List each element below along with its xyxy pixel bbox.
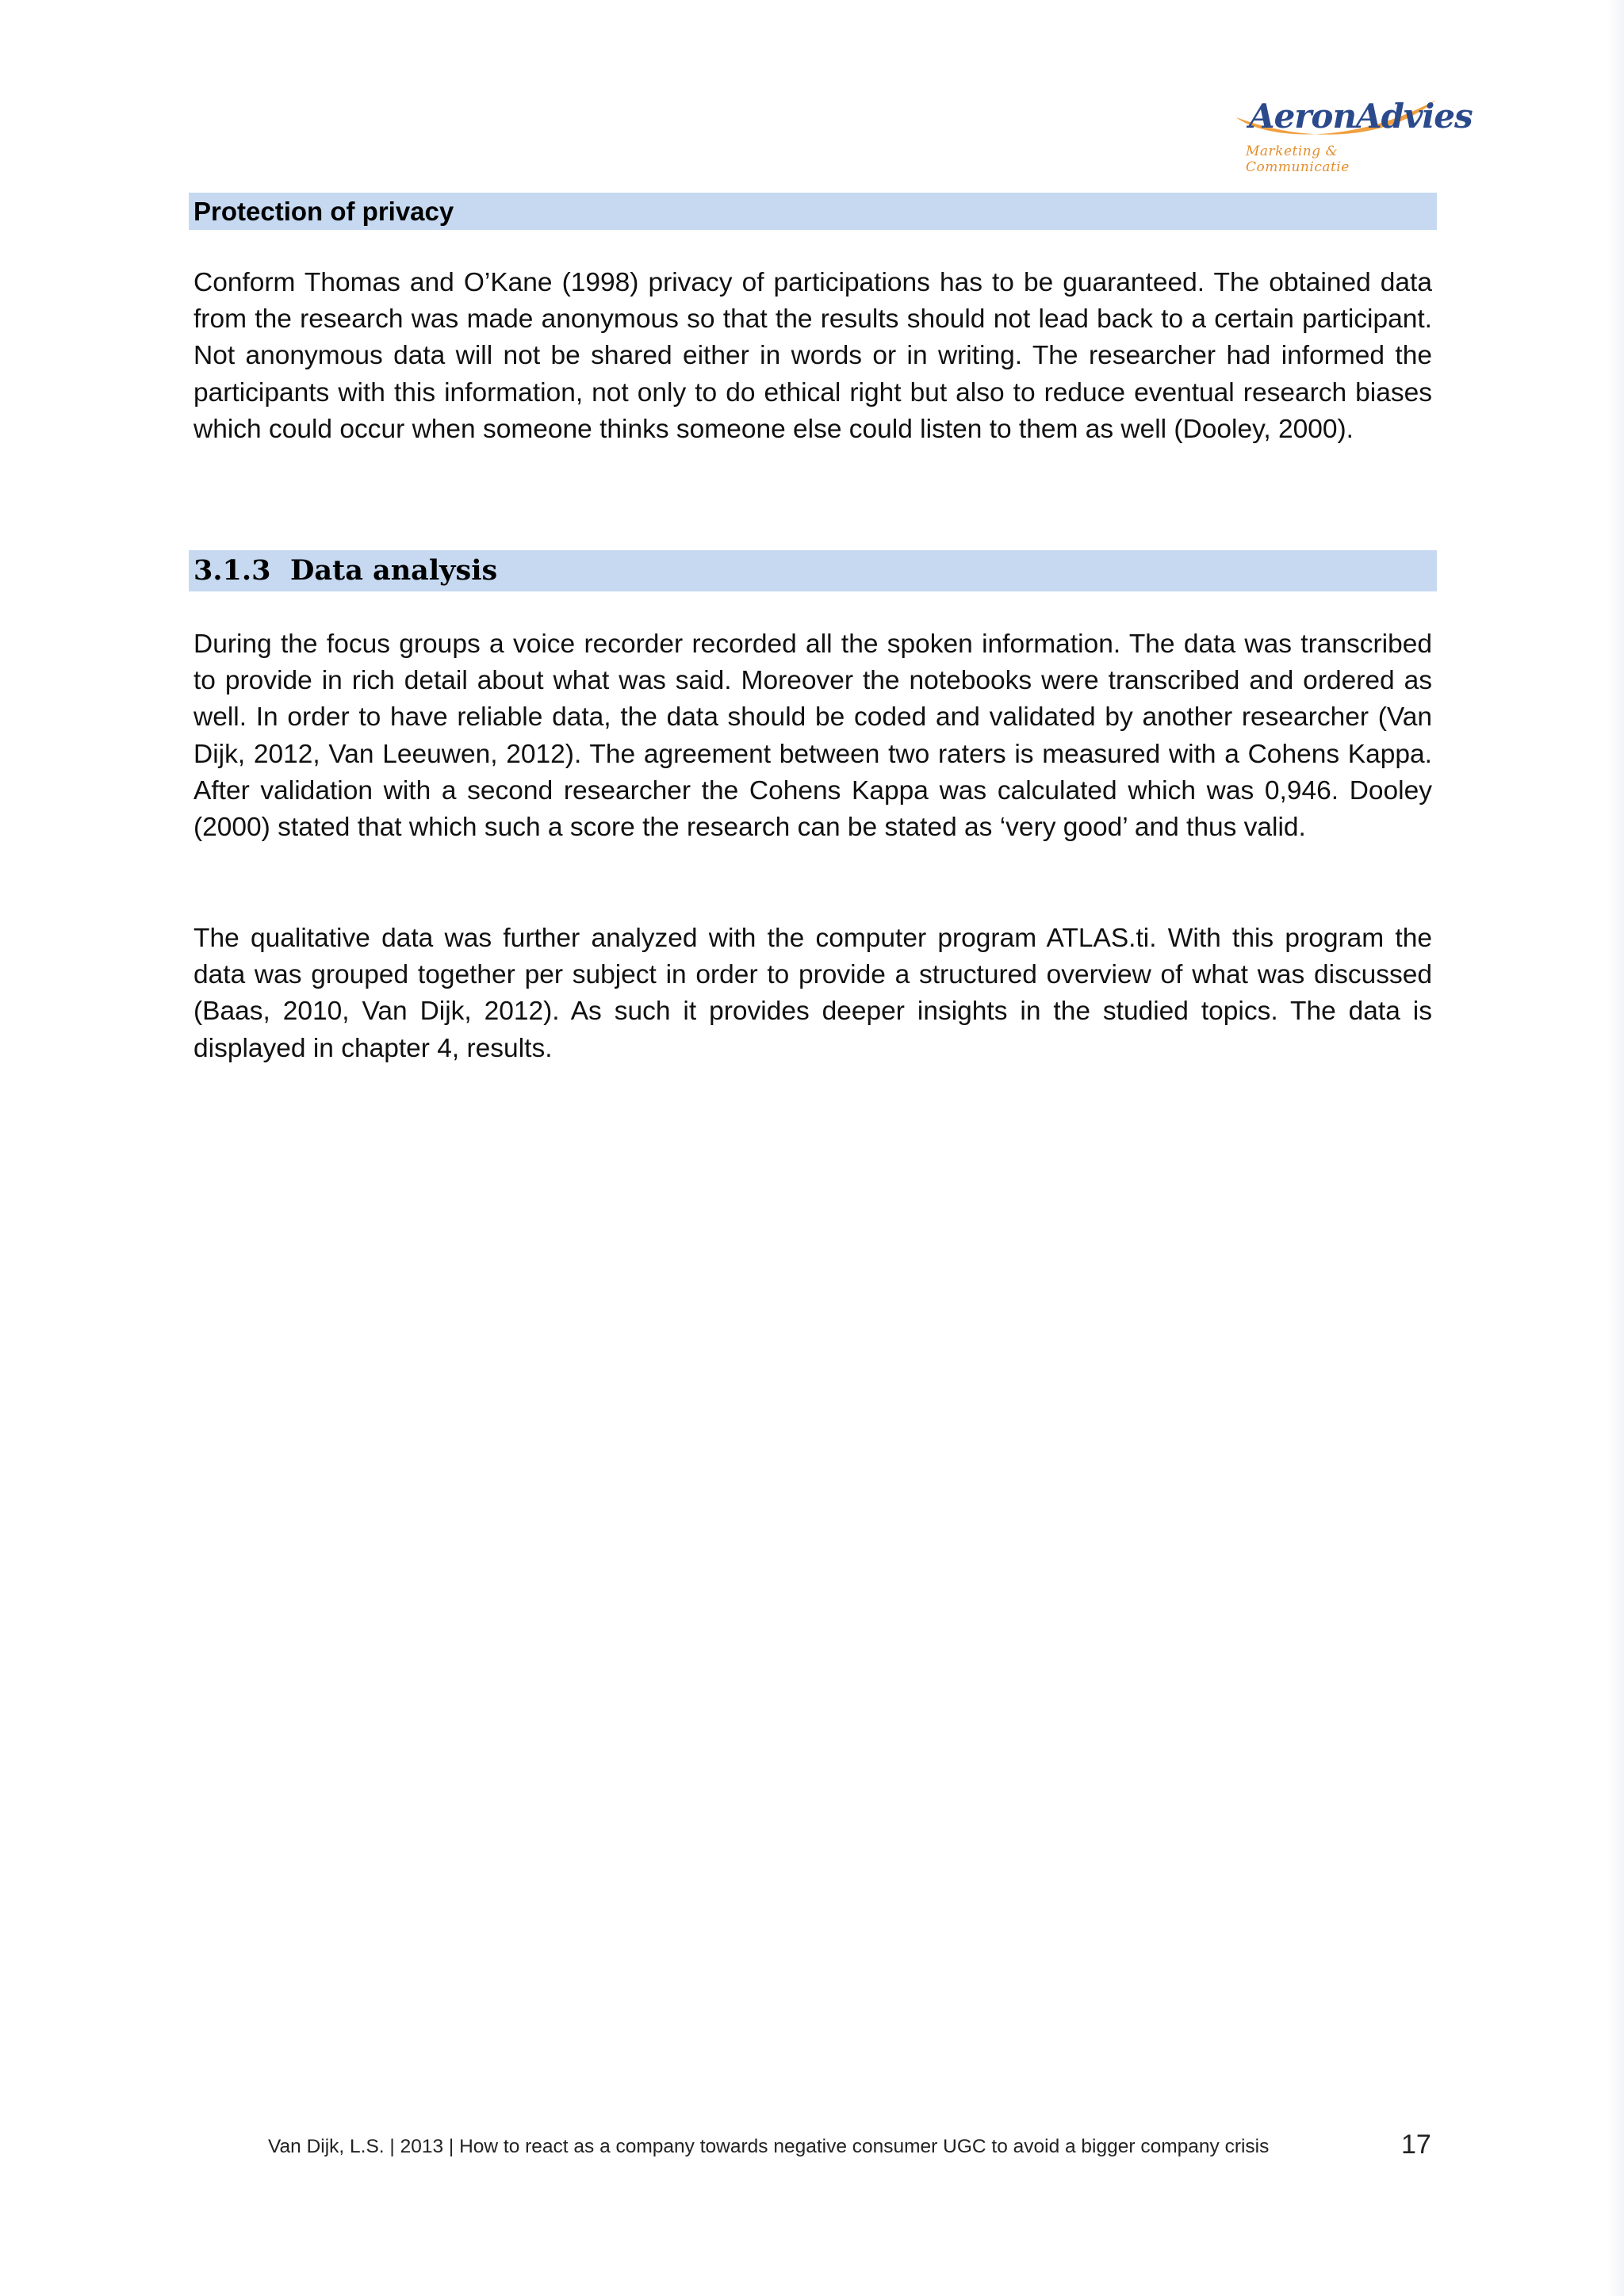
paragraph-data-analysis-2: The qualitative data was further analyzed with the computer program ATLAS.ti. With this program the data was grouped together per subject in order to provide a structured overview of what was discussed (Baas, 2010, Van Dijk, 2012). As such it provides deeper insights in the studied topics. The data is displayed in chapter 4, results. bbox=[193, 924, 1432, 1063]
logo-wordmark: AeronAdvies bbox=[1249, 97, 1473, 136]
paragraph-data-analysis-1: During the focus groups a voice recorder recorded all the spoken information. The data was transcribed to provide in rich detail about what was said. Moreover the notebooks were transcribed and ordered as well. In order to have reliable data, the data should be coded and validated by another researcher (Van Dijk, 2012, Van Leeuwen, 2012). The agreement between two raters is measured with a Cohens Kappa. After validation with a second researcher the Cohens Kappa was calculated which was 0,946. Dooley (2000) stated that which such a score the research can be stated as ‘very good’ and thus valid. bbox=[193, 629, 1432, 843]
logo-tagline: Marketing & Communicatie bbox=[1246, 144, 1350, 175]
page-number: 17 bbox=[1401, 2130, 1431, 2160]
page-edge bbox=[1607, 0, 1624, 2296]
page-footer: Van Dijk, L.S. | 2013 | How to react as a company towards negative consumer UGC to avoid a bigger company crisis bbox=[268, 2136, 1270, 2157]
company-logo bbox=[1233, 94, 1473, 175]
section-heading-data-analysis-text: Data analysis bbox=[290, 554, 498, 587]
section-number: 3.1.3 bbox=[193, 554, 271, 587]
section-heading-privacy-text: Protection of privacy bbox=[193, 197, 454, 226]
section-heading-data-analysis bbox=[189, 550, 1437, 591]
paragraph-privacy: Conform Thomas and O’Kane (1998) privacy of participations has to be guaranteed. The obtained data from the research was made anonymous so that the results should not lead back to a certain participant. Not anonymous data will not be shared either in words or in writing. The researcher had informed the participants with this information, not only to do ethical right but also to reduce eventual research biases which could occur when someone thinks someone else could listen to them as well (Dooley, 2000). bbox=[193, 268, 1432, 444]
section-heading-privacy bbox=[189, 193, 1437, 230]
